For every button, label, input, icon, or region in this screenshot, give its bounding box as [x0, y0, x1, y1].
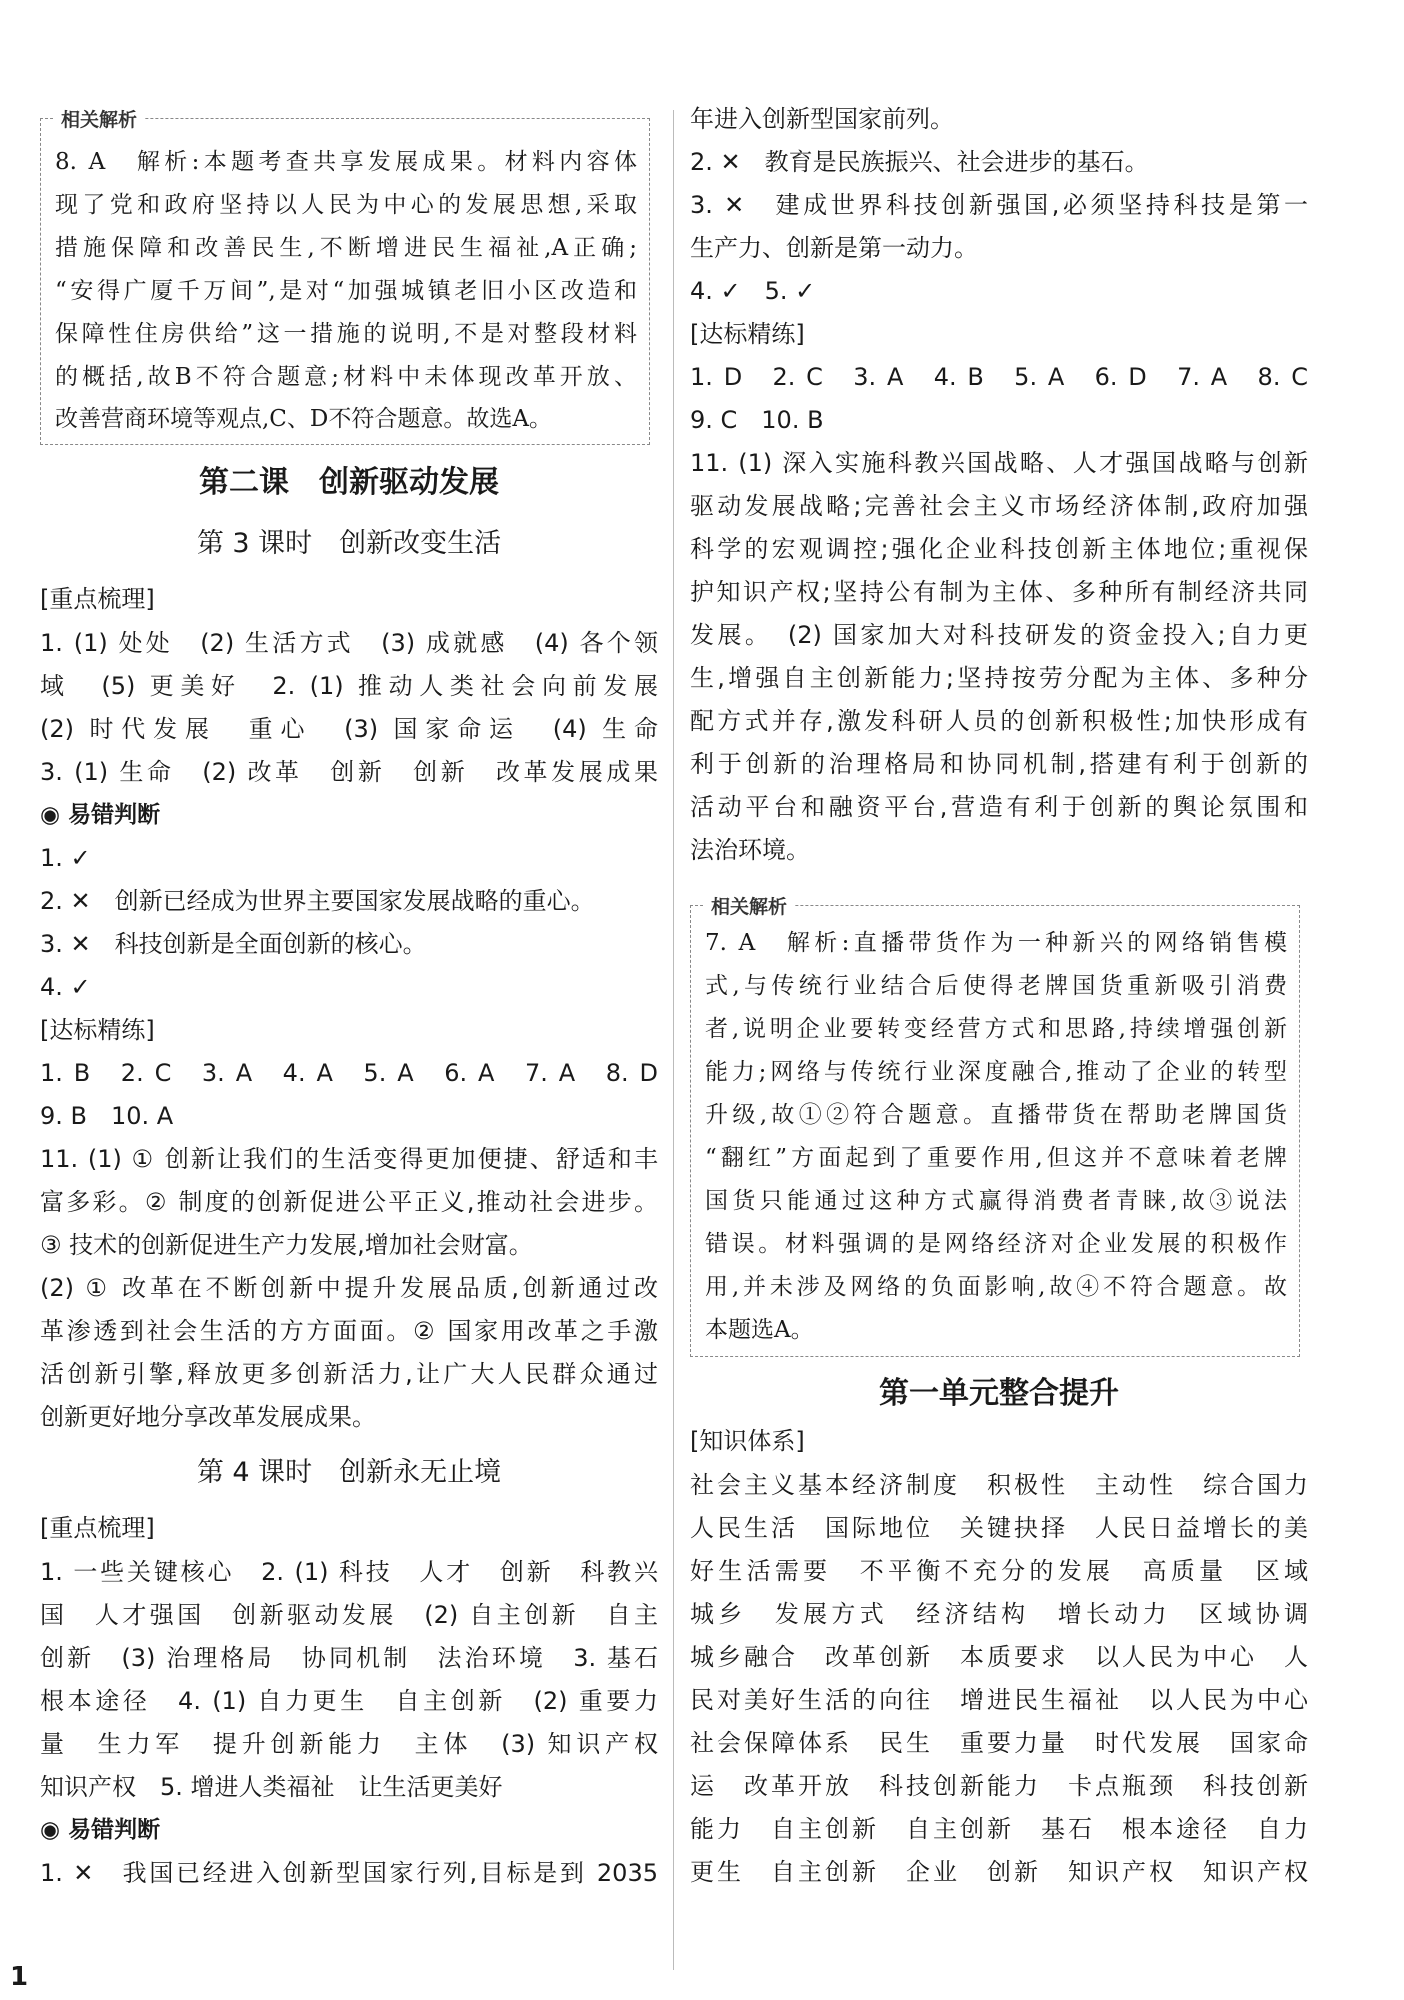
text-line: 11. (1) 深入实施科教兴国战略、人才强国战略与创新: [690, 449, 1308, 477]
text-line: 富多彩。② 制度的创新促进公平正义,推动社会进步。: [40, 1188, 658, 1216]
text-line: 9. C 10. B: [690, 406, 824, 434]
text-line: 3. (1) 生命 (2) 改革 创新 创新 改革发展成果: [40, 758, 658, 786]
knowledge-system-label: [知识体系]: [690, 1427, 805, 1455]
text-line: 生,增强自主创新能力;坚持按劳分配为主体、多种分: [690, 664, 1308, 692]
analysis-line: 现了党和政府坚持以人民为中心的发展思想,采取: [55, 192, 637, 218]
analysis-line: 措施保障和改善民生,不断增进民生福祉,A正确;: [55, 235, 637, 261]
text-line: 创新 (3) 治理格局 协同机制 法治环境 3. 基石: [40, 1644, 658, 1672]
text-line: 2. ✕ 创新已经成为世界主要国家发展战略的重心。: [40, 887, 595, 915]
text-line: 根本途径 4. (1) 自力更生 自主创新 (2) 重要力: [40, 1687, 658, 1715]
text-line: 革渗透到社会生活的方方面面。② 国家用改革之手激: [40, 1317, 658, 1345]
text-line: 1. D 2. C 3. A 4. B 5. A 6. D 7. A 8. C: [690, 363, 1308, 391]
text-line: ③ 技术的创新促进生产力发展,增加社会财富。: [40, 1231, 533, 1259]
error-judgment-label: ◉ 易错判断: [40, 1817, 161, 1843]
text-line: 9. B 10. A: [40, 1102, 174, 1130]
text-line: 年进入创新型国家前列。: [690, 105, 954, 133]
text-line: 1. (1) 处处 (2) 生活方式 (3) 成就感 (4) 各个领: [40, 629, 658, 657]
text-line: 利于创新的治理格局和协同机制,搭建有利于创新的: [690, 750, 1308, 778]
text-line: 社会保障体系 民生 重要力量 时代发展 国家命: [690, 1729, 1308, 1757]
text-line: 科学的宏观调控;强化企业科技创新主体地位;重视保: [690, 535, 1308, 563]
text-line: 3. ✕ 建成世界科技创新强国,必须坚持科技是第一: [690, 191, 1308, 219]
text-line: (2) 时代发展 重心 (3) 国家命运 (4) 生命: [40, 715, 658, 743]
analysis-line: 改善营商环境等观点,C、D不符合题意。故选A。: [55, 406, 552, 432]
text-line: 社会主义基本经济制度 积极性 主动性 综合国力: [690, 1471, 1308, 1499]
text-line: 生产力、创新是第一动力。: [690, 234, 978, 262]
practice-label: [达标精练]: [690, 320, 805, 348]
analysis-line: 用,并未涉及网络的负面影响,故④不符合题意。故: [705, 1274, 1287, 1300]
chapter-title: 第二课 创新驱动发展: [199, 465, 499, 500]
text-line: 配方式并存,激发科研人员的创新积极性;加快形成有: [690, 707, 1308, 735]
text-line: 运 改革开放 科技创新能力 卡点瓶颈 科技创新: [690, 1772, 1308, 1800]
analysis-line: 的概括,故B不符合题意;材料中未体现改革开放、: [55, 364, 637, 390]
text-line: 1. 一些关键核心 2. (1) 科技 人才 创新 科教兴: [40, 1558, 658, 1586]
analysis-line: 8. A 解析:本题考查共享发展成果。材料内容体: [55, 149, 637, 175]
text-line: (2) ① 改革在不断创新中提升发展品质,创新通过改: [40, 1274, 658, 1302]
analysis-line: 升级,故①②符合题意。直播带货在帮助老牌国货: [705, 1102, 1287, 1128]
analysis-line: 本题选A。: [705, 1317, 814, 1343]
text-line: 知识产权 5. 增进人类福祉 让生活更美好: [40, 1773, 503, 1801]
analysis-line: 式,与传统行业结合后使得老牌国货重新吸引消费: [705, 973, 1287, 999]
text-line: 2. ✕ 教育是民族振兴、社会进步的基石。: [690, 148, 1149, 176]
analysis-box-2: [690, 896, 1300, 1357]
text-line: 域 (5) 更美好 2. (1) 推动人类社会向前发展: [40, 672, 658, 700]
text-line: 能力 自主创新 自主创新 基石 根本途径 自力: [690, 1815, 1308, 1843]
analysis-line: 7. A 解析:直播带货作为一种新兴的网络销售模: [705, 930, 1287, 956]
text-line: 城乡 发展方式 经济结构 增长动力 区域协调: [690, 1600, 1308, 1628]
analysis-line: 者,说明企业要转变经营方式和思路,持续增强创新: [705, 1016, 1287, 1042]
text-line: 创新更好地分享改革发展成果。: [40, 1403, 376, 1431]
key-points-label: [重点梳理]: [40, 1514, 155, 1542]
text-line: 11. (1) ① 创新让我们的生活变得更加便捷、舒适和丰: [40, 1145, 658, 1173]
column-divider: [673, 110, 674, 1970]
analysis-tag: 相关解析: [53, 105, 145, 132]
analysis-line: 国货只能通过这种方式赢得消费者青睐,故③说法: [705, 1188, 1287, 1214]
text-line: 护知识产权;坚持公有制为主体、多种所有制经济共同: [690, 578, 1308, 606]
practice-label: [达标精练]: [40, 1016, 155, 1044]
text-line: 发展。 (2) 国家加大对科技研发的资金投入;自力更: [690, 621, 1308, 649]
analysis-line: 错误。材料强调的是网络经济对企业发展的积极作: [705, 1231, 1287, 1257]
text-line: 4. ✓ 5. ✓: [690, 277, 816, 305]
text-line: 好生活需要 不平衡不充分的发展 高质量 区域: [690, 1557, 1308, 1585]
text-line: 1. ✓: [40, 844, 91, 872]
error-judgment-label: ◉ 易错判断: [40, 802, 161, 828]
unit-title: 第一单元整合提升: [879, 1376, 1119, 1411]
text-line: 法治环境。: [690, 836, 810, 864]
text-line: 活创新引擎,释放更多创新活力,让广大人民群众通过: [40, 1360, 658, 1388]
text-line: 4. ✓: [40, 973, 91, 1001]
text-line: 更生 自主创新 企业 创新 知识产权 知识产权: [690, 1858, 1308, 1886]
analysis-line: “翻红”方面起到了重要作用,但这并不意味着老牌: [705, 1145, 1287, 1171]
text-line: 活动平台和融资平台,营造有利于创新的舆论氛围和: [690, 793, 1308, 821]
analysis-tag: 相关解析: [703, 892, 795, 919]
analysis-line: 能力;网络与传统行业深度融合,推动了企业的转型: [705, 1059, 1287, 1085]
analysis-line: 保障性住房供给”这一措施的说明,不是对整段材料: [55, 321, 637, 347]
text-line: 量 生力军 提升创新能力 主体 (3) 知识产权: [40, 1730, 658, 1758]
key-points-label: [重点梳理]: [40, 585, 155, 613]
analysis-box-1: [40, 109, 650, 445]
text-line: 民对美好生活的向往 增进民生福祉 以人民为中心: [690, 1686, 1308, 1714]
text-line: 城乡融合 改革创新 本质要求 以人民为中心 人: [690, 1643, 1308, 1671]
text-line: 3. ✕ 科技创新是全面创新的核心。: [40, 930, 427, 958]
text-line: 驱动发展战略;完善社会主义市场经济体制,政府加强: [690, 492, 1308, 520]
page-number: 1: [10, 1962, 29, 1992]
text-line: 1. ✕ 我国已经进入创新型国家行列,目标是到 2035: [40, 1859, 658, 1887]
lesson-3-title: 第 3 课时 创新改变生活: [196, 528, 502, 559]
text-line: 人民生活 国际地位 关键抉择 人民日益增长的美: [690, 1514, 1308, 1542]
lesson-4-title: 第 4 课时 创新永无止境: [196, 1457, 502, 1488]
analysis-line: “安得广厦千万间”,是对“加强城镇老旧小区改造和: [55, 278, 637, 304]
text-line: 1. B 2. C 3. A 4. A 5. A 6. A 7. A 8. D: [40, 1059, 658, 1087]
text-line: 国 人才强国 创新驱动发展 (2) 自主创新 自主: [40, 1601, 658, 1629]
